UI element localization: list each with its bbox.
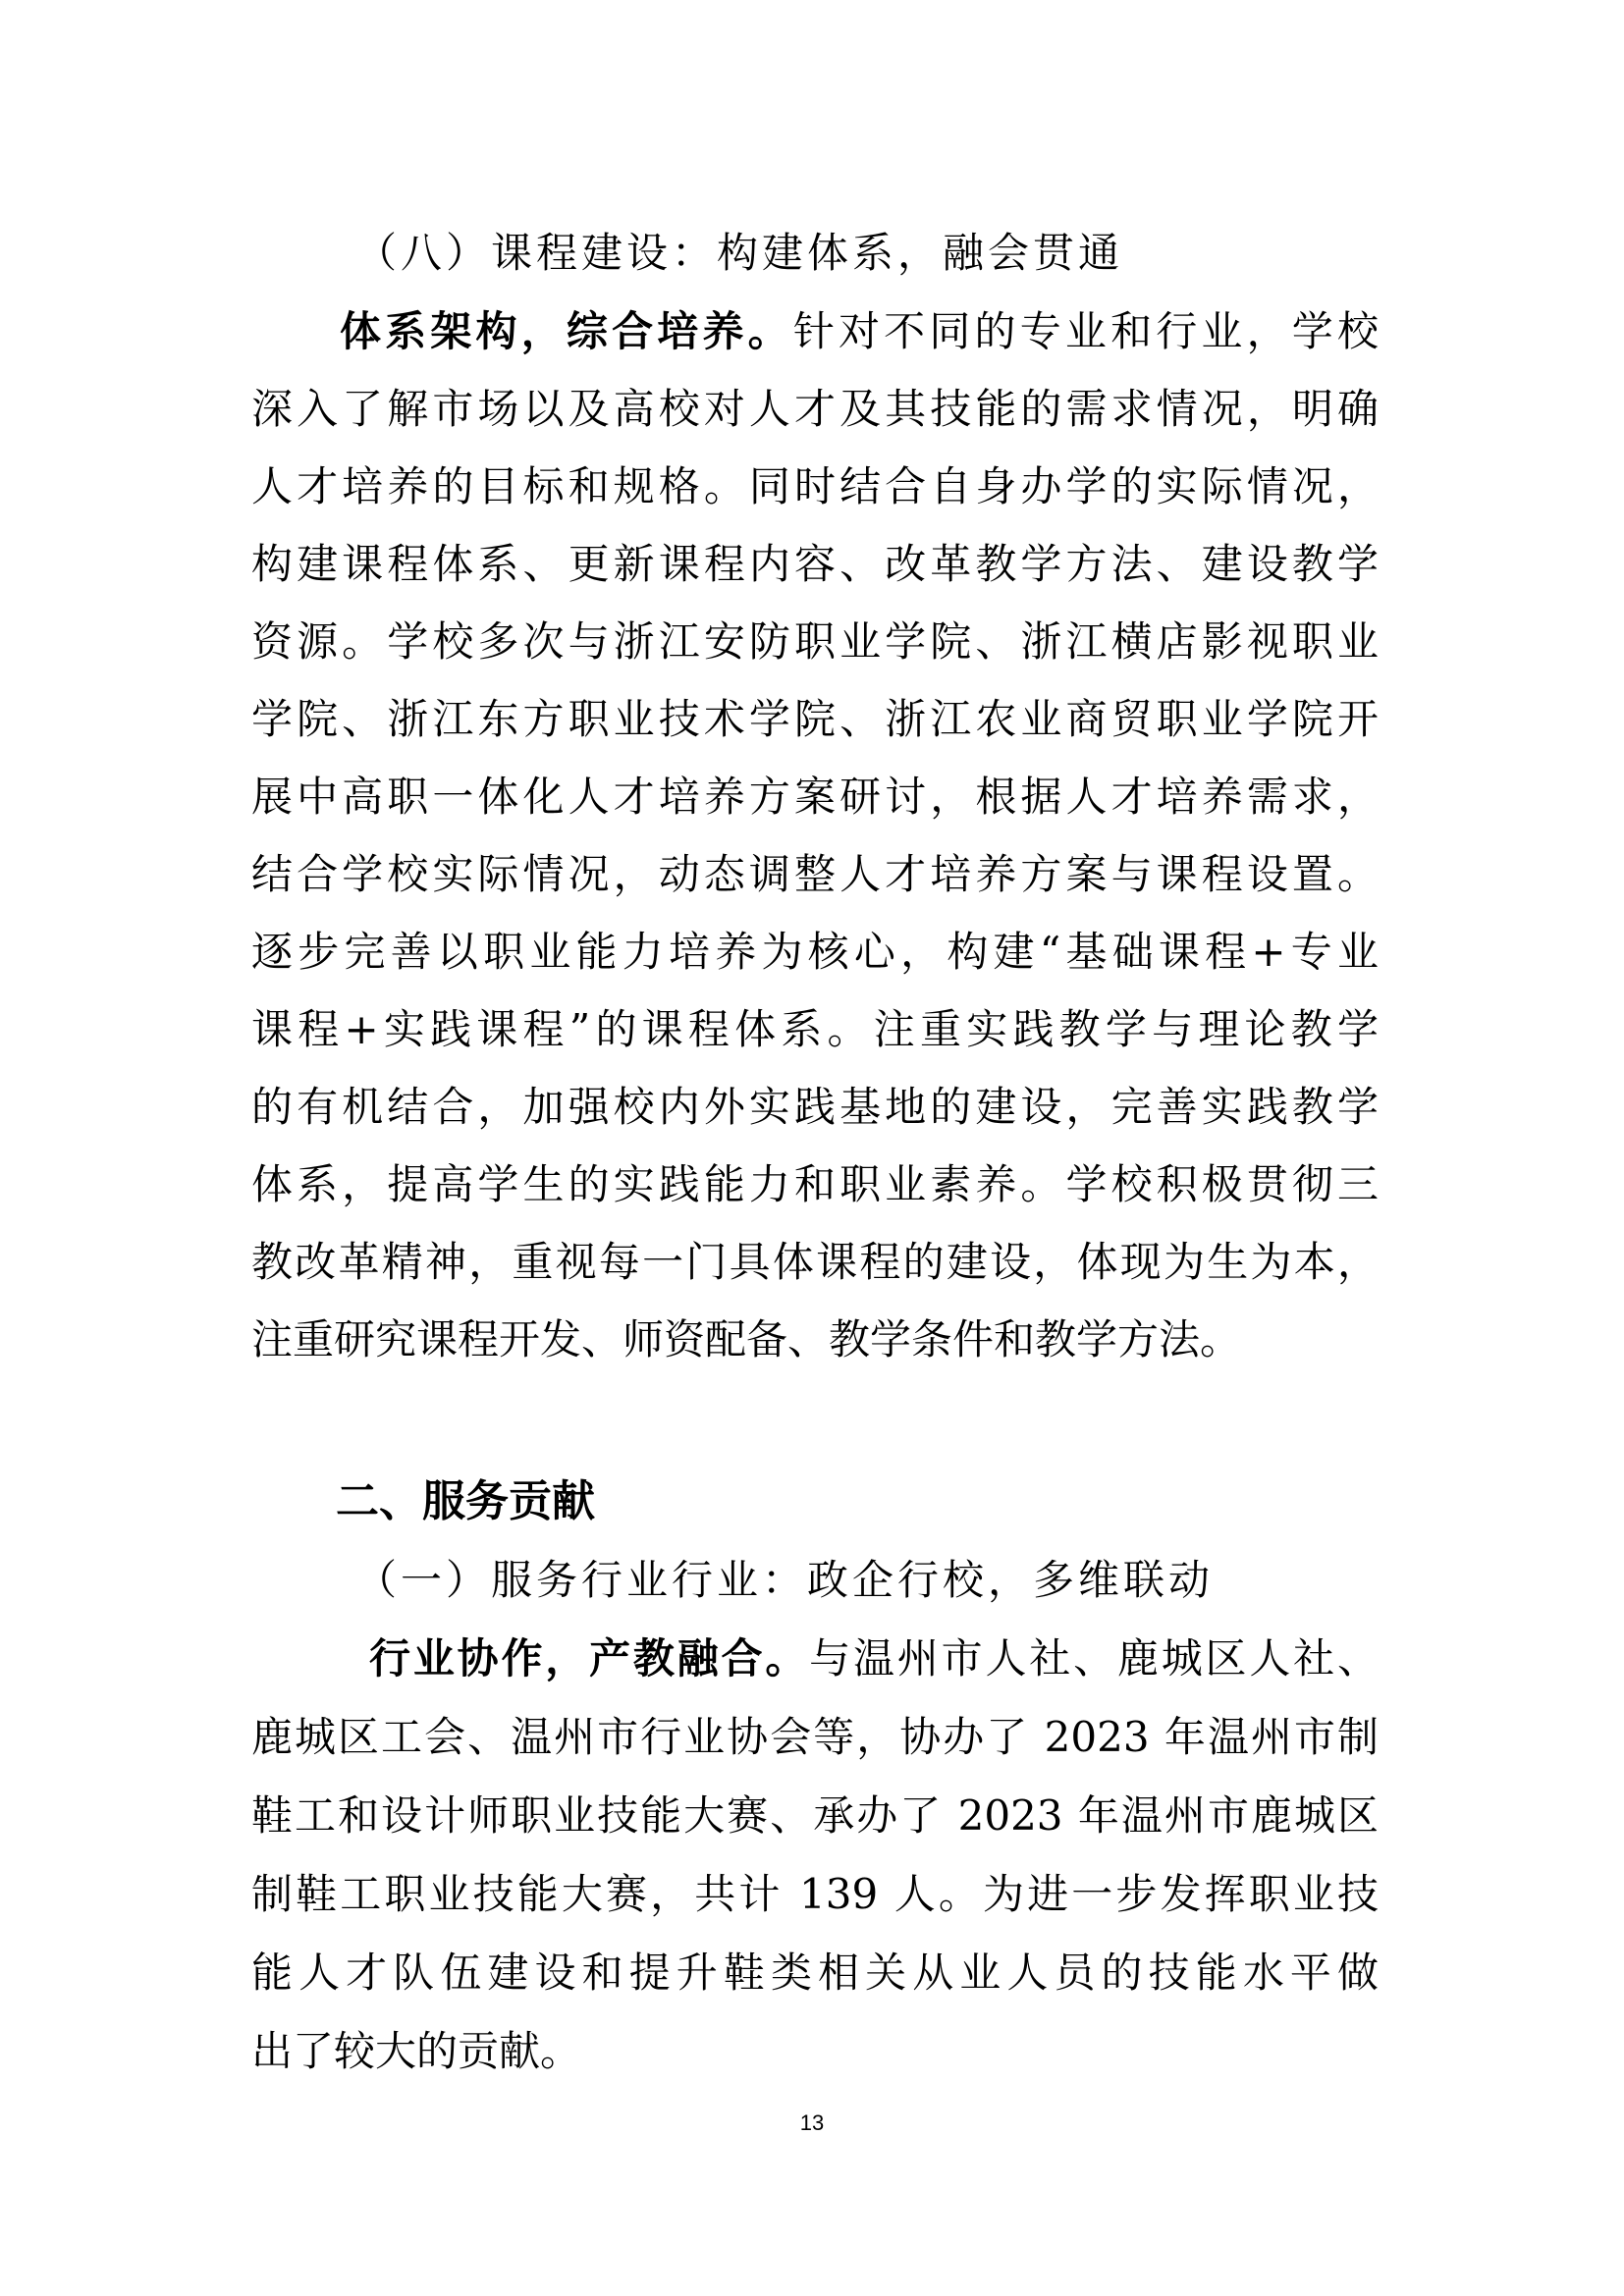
paragraph-line: 体系，提高学生的实践能力和职业素养。学校积极贯彻三	[251, 1160, 1379, 1208]
paragraph-line: 注重研究课程开发、师资配备、教学条件和教学方法。	[251, 1315, 1242, 1363]
lead-phrase: 行业协作，产教融合。	[369, 1634, 810, 1682]
section-heading-1: （一）服务行业行业：政企行校，多维联动	[355, 1556, 1215, 1604]
paragraph-line: 鞋工和设计师职业技能大赛、承办了 2023 年温州市鹿城区	[251, 1791, 1379, 1840]
paragraph-line: 课程+实践课程”的课程体系。注重实践教学与理论教学	[251, 1005, 1379, 1053]
paragraph-line: 构建课程体系、更新课程内容、改革教学方法、建设教学	[251, 540, 1379, 588]
paragraph-line	[340, 302, 1379, 361]
paragraph-line: 学院、浙江东方职业技术学院、浙江农业商贸职业学院开	[251, 695, 1379, 743]
paragraph-line: 深入了解市场以及高校对人才及其技能的需求情况，明确	[251, 385, 1379, 433]
paragraph-line: 出了较大的贡献。	[251, 2027, 582, 2075]
lead-phrase: 体系架构，综合培养。	[340, 307, 793, 355]
paragraph-line: 逐步完善以职业能力培养为核心，构建“基础课程+专业	[251, 928, 1379, 976]
paragraph-line: 资源。学校多次与浙江安防职业学院、浙江横店影视职业	[251, 617, 1379, 666]
section-heading-8: （八）课程建设：构建体系，融会贯通	[355, 229, 1124, 277]
paragraph-line: 的有机结合，加强校内外实践基地的建设，完善实践教学	[251, 1083, 1379, 1131]
paragraph-text: 针对不同的专业和行业，学校	[792, 307, 1379, 355]
paragraph-line: 结合学校实际情况，动态调整人才培养方案与课程设置。	[251, 850, 1379, 898]
paragraph-line: 鹿城区工会、温州市行业协会等，协办了 2023 年温州市制	[251, 1713, 1379, 1761]
part-heading-2: 二、服务贡献	[336, 1476, 595, 1526]
paragraph-line: 展中高职一体化人才培养方案研讨，根据人才培养需求，	[251, 773, 1379, 821]
paragraph-line: 教改革精神，重视每一门具体课程的建设，体现为生为本，	[251, 1238, 1379, 1286]
paragraph-line: 人才培养的目标和规格。同时结合自身办学的实际情况，	[251, 462, 1379, 510]
page-number: 13	[799, 2110, 825, 2135]
paragraph-line	[369, 1629, 1379, 1688]
paragraph-line: 制鞋工职业技能大赛，共计 139 人。为进一步发挥职业技	[251, 1870, 1379, 1918]
paragraph-text: 与温州市人社、鹿城区人社、	[809, 1634, 1379, 1682]
paragraph-line: 能人才队伍建设和提升鞋类相关从业人员的技能水平做	[251, 1949, 1379, 1997]
